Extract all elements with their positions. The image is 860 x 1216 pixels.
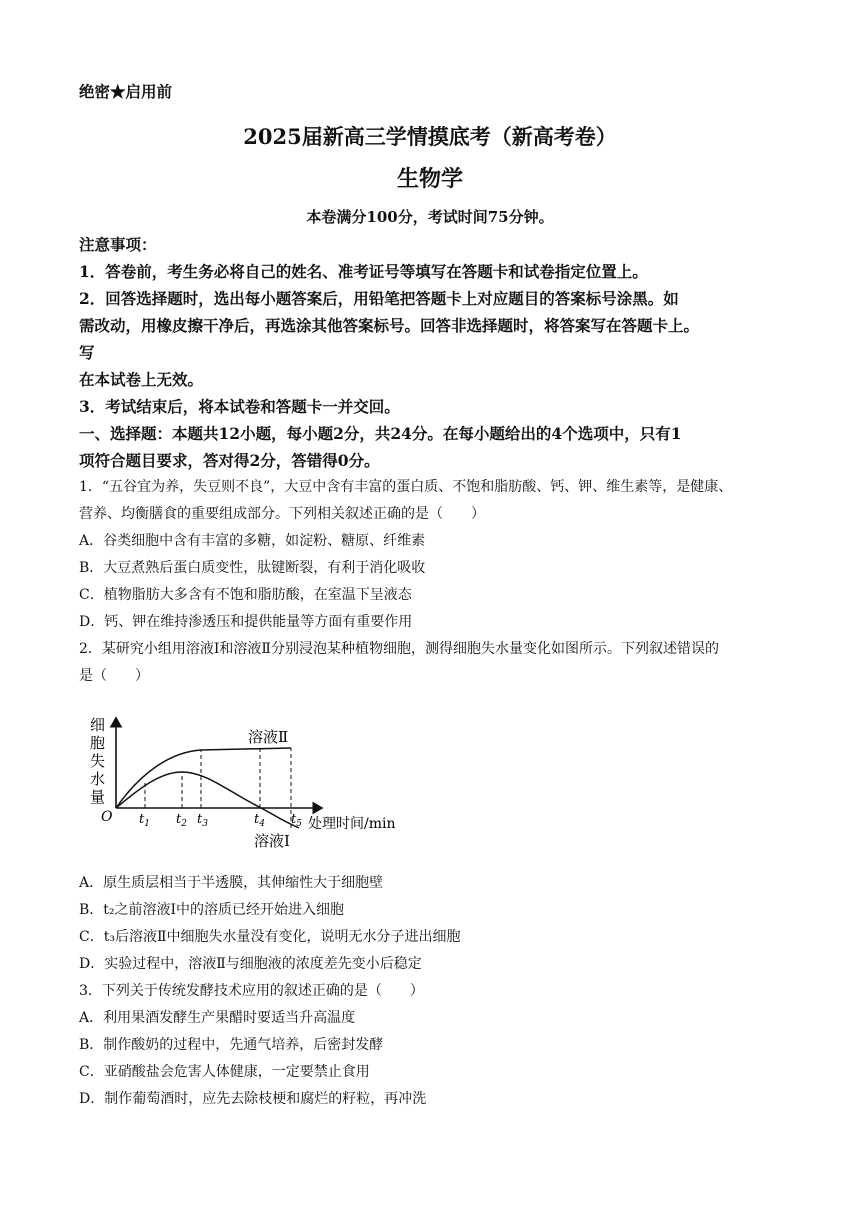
origin-label: O <box>101 809 113 825</box>
question-2-option-a: A．原生质层相当于半透膜，其伸缩性大于细胞壁 <box>79 875 384 891</box>
note-item: 写 <box>79 343 95 362</box>
section-heading-cont: 项符合题目要求，答对得2分，答错得0分。 <box>79 451 380 470</box>
question-2-stem: 2．某研究小组用溶液Ⅰ和溶液Ⅱ分别浸泡某种植物细胞，测得细胞失水量变化如图所示。下列叙述错误的 <box>79 641 719 657</box>
question-3-option-a: A．利用果酒发酵生产果醋时要适当升高温度 <box>79 1010 356 1026</box>
series-label-solution-1: 溶液Ⅰ <box>254 832 290 850</box>
question-3-option-d: D．制作葡萄酒时，应先去除枝梗和腐烂的籽粒，再冲洗 <box>79 1091 427 1107</box>
question-1-option-d: D．钙、钾在维持渗透压和提供能量等方面有重要作用 <box>79 614 413 630</box>
y-axis-label-char: 胞 <box>90 734 106 752</box>
subject-title: 生物学 <box>396 166 463 192</box>
question-3-stem: 3．下列关于传统发酵技术应用的叙述正确的是（ ） <box>79 983 424 999</box>
y-axis-label-char: 细 <box>90 716 106 734</box>
note-item: 在本试卷上无效。 <box>79 370 204 389</box>
x-axis-label: 处理时间/min <box>308 816 396 832</box>
exam-title: 2025届新高三学情摸底考（新高考卷） <box>243 124 617 149</box>
question-3-option-c: C．亚硝酸盐会危害人体健康，一定要禁止食用 <box>79 1064 370 1080</box>
question-1-option-b: B．大豆煮熟后蛋白质变性，肽键断裂，有利于消化吸收 <box>79 560 426 576</box>
note-item: 需改动，用橡皮擦干净后，再选涂其他答案标号。回答非选择题时，将答案写在答题卡上。 <box>79 316 700 335</box>
question-3-option-b: B．制作酸奶的过程中，先通气培养，后密封发酵 <box>79 1037 384 1053</box>
tick-label-t5: $t_5$ <box>291 812 302 829</box>
question-1-stem: 1．“五谷宜为养，失豆则不良”，大豆中含有丰富的蛋白质、不饱和脂肪酸、钙、钾、维生素等，是健康、 <box>79 479 733 495</box>
curve-solution-2 <box>116 748 291 808</box>
water-loss-figure <box>86 712 426 860</box>
question-2-stem-cont: 是（ ） <box>79 668 149 684</box>
question-2-option-c: C．t₃后溶液Ⅱ中细胞失水量没有变化，说明无水分子进出细胞 <box>79 929 461 945</box>
tick-label-t3: $t_3$ <box>197 812 208 829</box>
note-item: 3．考试结束后，将本试卷和答题卡一并交回。 <box>79 397 400 416</box>
y-axis-label-char: 水 <box>90 770 106 788</box>
tick-label-t4: $t_4$ <box>254 812 265 829</box>
y-axis-label-char: 量 <box>90 788 106 806</box>
tick-label-t1: $t_1$ <box>139 812 150 829</box>
exam-info: 本卷满分100分，考试时间75分钟。 <box>306 208 554 226</box>
tick-label-t2: $t_2$ <box>176 812 187 829</box>
note-item: 2．回答选择题时，选出每小题答案后，用铅笔把答题卡上对应题目的答案标号涂黑。如 <box>79 289 679 308</box>
series-label-solution-2: 溶液Ⅱ <box>248 728 289 746</box>
question-1-option-a: A．谷类细胞中含有丰富的多糖，如淀粉、糖原、纤维素 <box>79 533 426 549</box>
y-axis-label-char: 失 <box>90 752 106 770</box>
question-2-option-b: B．t₂之前溶液Ⅰ中的溶质已经开始进入细胞 <box>79 902 345 918</box>
question-1-option-c: C．植物脂肪大多含有不饱和脂肪酸，在室温下呈液态 <box>79 587 412 603</box>
confidential-label: 绝密★启用前 <box>79 82 173 101</box>
note-item: 1．答卷前，考生务必将自己的姓名、准考证号等填写在答题卡和试卷指定位置上。 <box>79 262 648 281</box>
notes-heading: 注意事项： <box>79 235 157 254</box>
section-heading: 一、选择题：本题共12小题，每小题2分，共24分。在每小题给出的4个选项中，只有1 <box>79 424 682 443</box>
question-2-option-d: D．实验过程中，溶液Ⅱ与细胞液的浓度差先变小后稳定 <box>79 956 422 972</box>
question-1-stem-cont: 营养、均衡膳食的重要组成部分。下列相关叙述正确的是（ ） <box>79 506 485 522</box>
